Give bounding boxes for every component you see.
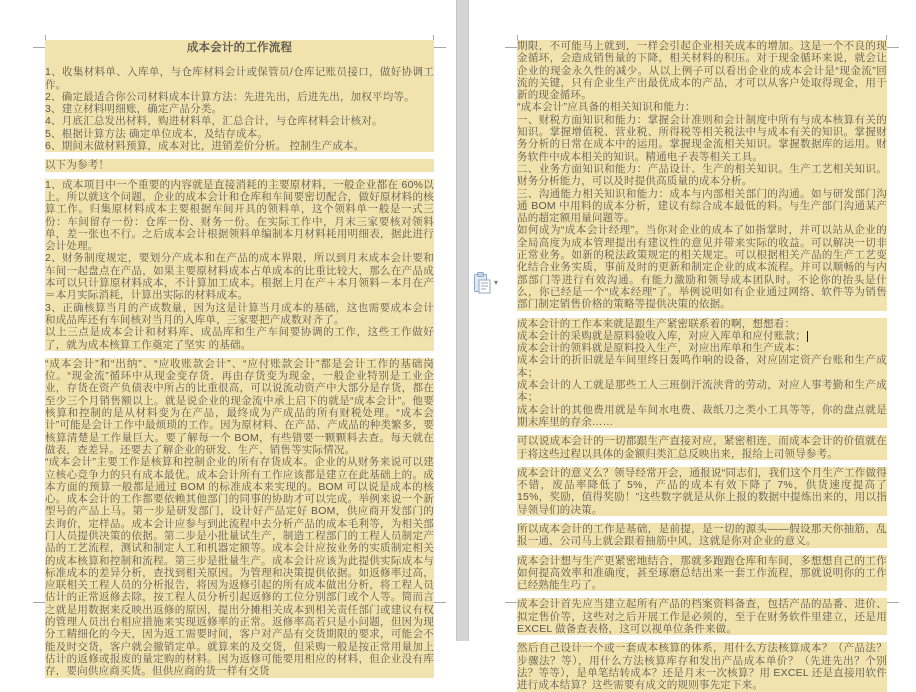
paragraph: “成本会计”和“出纳”、“应收账款会计”、“应付账款会计”都是会计工作的基础岗位。“现金流”循环中从现金变存货，再由存货变为现金，一般企业特别是工业企业，存货在资产负债表中所占的比重很高，可以说流动资产中大部分是存货，都在至少三个月销售额以上。就是说企业的现金流中承上启下的就是“成本会计”。他要核算和控制的是从材料变为在产品，最终成为产成品的所有财税处理。“成本会计”可能是会计工作中最烦琐的工作。因为原材料、在产品、产成品的种类繁多，要核算清楚是工作量巨大。要了解每一个 BOM，有些错要一颗颗料去查。每天就在做表，查差异。还要去了解企业的研发、生产、销售等实际情况。 [45, 357, 434, 456]
list-item: 1、收集材料单、入库单，与仓库材料会计或保管员/仓库记账员接口，做好协调工作。 [45, 66, 434, 91]
blank-line [517, 548, 887, 555]
paragraph: 可以说成本会计的一切都跟生产直接对应，紧密相连，而成本会计的价值就在于将这些过程以具体的金额归类汇总反映出来，报给上司领导参考。 [517, 435, 887, 460]
blank-line [517, 311, 887, 318]
text-cursor [807, 331, 808, 342]
paragraph: “成本会计”主要工作是核算和控制企业的所有存货成本。企业的从财务来说可以建立核心竞争力的只有成本最优。成本会计所有工作应该都是建立在此基础上的。成本方面的预算一般都是通过 BOM 的标准成本来实现的。BOM 可以说是成本的核心。成本会计的工作都要依赖其他部门的同事的协助才可以完成。举例来说一个新型号的产品上马。第一步是研发部门，设计好产品定好 BOM，供应商开发部门的去询价，定样品。成本会计应参与到此流程中去分析产品的成本毛利等，为相关部门人员提供决策的依据。第二步是小批量试生产，制造工程部门的工程人员制定产品的工艺流程，测试和制定人工和机器定额等。成本会计应按业务的实质制定相关的成本核算和控制和流程。第三步是批量生产。成本会计应该为此提供实际成本与标准成本的差异分析，查找到相关原因。为管理和决策提供依据。如返修率过高，应联相关工程人员的分析报告，将因为返修引起的所有成本做出分析，将工程人员估计的正常返修去除，按工程人员分析引起返修的工位分别部门或个人等。简而言之就是用数据来反映出返修的原因，提出分摊相关成本到相关责任部门或建议有权的管理人员出台相应措施来实现返修率的正常。返修率高若只是小问题，但因为现分工精细化的今天，因为返工需要时间，客户对产品有交货期限的要求，可能会不能及时交货，客户就会撤销定单。就算来的及交货，但采购一般是按正常用量加上估计的返修或报废的量定购的材料。因为返修可能要用相应的材料，但企业没有库存，要向供应商买货。但供应商的货一样有交货 [45, 456, 434, 678]
paragraph: 以上三点是成本会计和材料库、成品库和生产车间要协调的工作，这些工作做好了，就为成本核算工作奠定了坚实 的基础。 [45, 326, 434, 351]
document-title: 成本会计的工作流程 [186, 42, 293, 54]
paragraph: 1、成本项目中一个重要的内容就是直接消耗的主要原材料，一般企业都在 60%以上。所以就这个问题，企业的成本会计和仓库和车间要密切配合，做好原材料的核算工作。归集原材料成本主要根据车间开具的领料单，这个领料单一般是一式三份：车间留存一份：仓库一份、财务一份。在实际工作中，月末三家要核对领料单，差一张也不行。之后成本会计根据领料单编制本月材料耗用明细表，据此进行会计处理。 [45, 178, 434, 253]
paragraph: 成本会计的意义么？领导经常开会，通报说“同志们，我们这个月生产工作做得不错，废品率降低了 5%，产品的成本有效下降了 7%，供货速度提高了 15%，奖励，值得奖励！”这些数字就是从你上报的数据中提炼出来的，用以指导领导们的决策。 [517, 466, 887, 516]
paragraph: 成本会计的其他费用就是车间水电费、裁纸刀之类小工具等等，你的盘点就是期末库里的存余…… [517, 403, 887, 428]
list-item: 3、建立材料明细账，确定产品分类。 [45, 103, 223, 116]
paragraph: 如何成为“成本会计经理”。当你对企业的成本了如指掌时，并可以站从企业的全局高度为成本管理提出有建议性的意见并带来实际的收益。可以解决一切非正常业务。如新的税法政策规定的相关规定。可以根据相关产品的生产工艺变化结合业务实质，事前及时的更新和制定企业的成本流程。并可以顺畅的与内部部门等进行有效沟通。有能力激励和领导成本团队时。不论你的抬头是什么，你已经是一个“成本经理”了。举例说明如有企业通过网络、软件等为销售部门制定销售价格的策略等提供决策的依据。 [517, 224, 887, 311]
chevron-down-icon[interactable]: ▾ [494, 278, 499, 287]
paragraph: 然后自己设计一个或一套成本核算的体系，用什么方法核算成本？（产品法？步骤法？等），用什么方法核算库存和发出产品成本单价？（先进先出？个别法？等等），是单笔结转成本？还是月末一次核算？用 EXCEL 还是直接用软件进行成本结算？这些需要有成文的规则事先定下来。 [517, 642, 887, 692]
blank-line [45, 172, 434, 179]
paste-options-button[interactable] [473, 271, 507, 295]
paragraph: 成本会计的人工就是那些工人三班倒汗流浃背的劳动，对应人事考勤和生产成本； [517, 379, 887, 404]
list-item: 5、根据计算方法 确定单位成本，及结存成本。 [45, 127, 269, 140]
paragraph: 一、财税方面知识和能力：掌握会计准则和会计制度中所有与成本核算有关的知识。掌握增值税、营业税、所得税等相关税法中与成本有关的知识。掌握财务分析的日常在成本中的运用。掌握现金流相关知识。掌握数据库的运用。财务软件中成本相关的知识。精通电子表等相关工具。 [517, 113, 887, 163]
paragraph: 三、沟通能力相关知识和能力：成本与内部相关部门的沟通。如与研发部门沟通 BOM 中用料的成本分析，建议有综合成本最低的料。与生产部门沟通某产品的超定额用量问题等。 [517, 187, 887, 225]
paragraph: 成本会计想与生产更紧密地结合，那就多跑跑仓库和车间，多想想自己的工作如何提高效率和准确度，甚至琢磨总结出来一套工作流程，那就说明你的工作已经熟能生巧了。 [517, 554, 887, 592]
paragraph: 成本会计首先应当建立起所有产品的档案资料备查，包括产品的品番、进价、拟定售价等，这些对之后开展工作是必须的，至于在财务软件里建立，还是用 EXCEL 做备查表格，这可以视单位条件来做。 [517, 598, 887, 636]
paragraph: 二、业务方面知识和能力：产品设计、生产的相关知识。生产工艺相关知识。财务分析能力，可以及时提供高质量的成本分析。 [517, 162, 887, 188]
paragraph: “成本会计”应具备的相关知识和能力： [517, 101, 696, 114]
paragraph: 2、财务制度规定，要划分产成本和在产品的成本界限，所以到月末成本会计要和车间一起盘点在产品，如果主要原材料成本占单成本的比重比较大，那么在产品成本可以只计算原材料成本，不计算加工成本。根据上月在产＋本月领料－本月在产＝本月实际消耗，计算出实际的材料成本。 [45, 252, 434, 302]
margin-mark-left-bottom-right [433, 602, 446, 615]
page-left-text-area[interactable] [45, 40, 434, 678]
paragraph: 期限，不可能马上就到，一样会引起企业相关成本的增加。这是一个不良的现金循环，会造成销售量的下降，相关材料的积压。对于现金循环来说，就会让企业的现金永久性的减少。从以上例子可以看出企业的成本会计是“现金流”回流的关键，只有企业生产出最优成本的产品，才可以从客户处取得现金，用于新的现金循环。 [517, 40, 887, 102]
paragraph: 所以成本会计的工作是基础，是前提，是一切的源头——假设那天你抽筋，乱报一通，公司马上就会跟着抽筋中风，这就是你对企业的意义。 [517, 522, 887, 548]
blank-line [517, 635, 887, 642]
blank-line [517, 516, 887, 523]
margin-mark-left-top-right [433, 35, 446, 48]
reference-note: 以下为参考！ [45, 159, 434, 171]
paragraph [517, 330, 887, 342]
margin-mark-right-bottom-right [886, 602, 899, 615]
margin-mark-right-top-right [886, 35, 899, 48]
list-item: 6、期间末做材料预算，成本对比，进销差价分析。 控制生产成本。 [45, 140, 365, 153]
blank-line [45, 351, 434, 358]
page-gap [456, 0, 469, 641]
paragraph: 成本会计的折旧就是车间里终日轰鸣作响的设备，对应固定资产台账和生产成本； [517, 354, 887, 379]
page-right-text-area[interactable] [517, 40, 887, 692]
list-item: 4、月底汇总发出材料，购进材料单，汇总合计，与仓库材料会计核对。 [45, 115, 383, 128]
paragraph: 成本会计的工作本来就是跟生产紧密联系着的啊，想想看： [517, 317, 796, 330]
list-item: 2、确定最适合你公司材料成本计算方法：先进先出，后进先出，加权平均等。 [45, 90, 415, 103]
paragraph-text: 成本会计的采购就是原料验收入库，对应入库单和应付账款； [517, 329, 806, 342]
clipboard-paste-icon [473, 272, 492, 294]
paragraph: 成本会计的领料就是原料投入生产，对应出库单和生产成本： [517, 342, 806, 355]
paragraph: 3、正确核算当月的产成数量，因为这是计算当月成本的基础，这也需要成本会计和成品库还有车间核对当月的入库单，三家要把产成数对齐了。 [45, 301, 434, 326]
blank-line [517, 460, 887, 467]
